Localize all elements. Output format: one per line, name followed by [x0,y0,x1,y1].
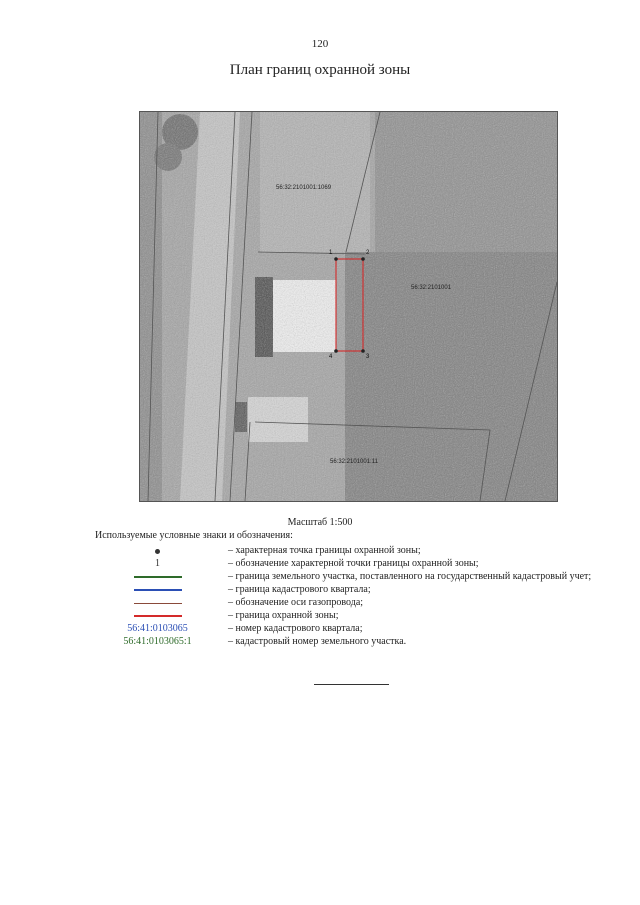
legend-description: – обозначение оси газопровода; [228,597,364,608]
legend-title: Используемые условные знаки и обозначения: [95,530,293,541]
boundary-point [334,349,338,353]
boundary-point [361,349,365,353]
parcel-south-label: 56:32:2101001:11 [330,459,378,465]
parcel-north-label: 56:32:2101001:1069 [276,185,332,191]
legend-row-parcel-boundary [95,571,605,583]
end-divider [314,684,389,685]
legend-description: – граница кадастрового квартала; [228,584,371,595]
map-texture [140,112,557,501]
map-svg [140,112,557,501]
map-scale: Масштаб 1:500 [287,517,353,528]
legend-row-protected-zone [95,610,605,622]
legend-symbol-text: 56:41:0103065 [127,623,188,634]
boundary-point [334,257,338,261]
legend-description: – кадастровый номер земельного участка. [228,636,407,647]
point-label-1: 1 [329,250,333,256]
point-label-3: 3 [366,354,370,360]
blue-line-icon [134,589,182,591]
legend-description: – обозначение характерной точки границы охранной зоны; [228,558,479,569]
page-title: План границ охранной зоны [229,62,411,78]
red-line-icon [134,615,182,617]
brown-line-icon [134,603,182,604]
map-image [139,111,558,502]
boundary-point [361,257,365,261]
legend-row-point-label [95,558,605,570]
legend-symbol-text: 56:41:0103065:1 [123,636,192,647]
legend-description: – граница охранной зоны; [228,610,339,621]
legend-row-parcel-number [95,636,605,648]
legend [95,545,605,649]
point-label-2: 2 [366,250,370,256]
legend-description: – номер кадастрового квартала; [228,623,363,634]
legend-description: – характерная точка границы охранной зоны; [228,545,421,556]
quarter-label: 56:32:2101001 [411,285,452,291]
legend-row-quarter-number [95,623,605,635]
legend-description: – граница земельного участка, поставленного на государственный кадастровый учет; [228,571,592,582]
dot-icon [155,549,160,554]
page-number: 120 [311,38,329,50]
green-line-icon [134,576,182,578]
legend-symbol-text: 1 [155,558,160,569]
legend-row-gas-pipeline [95,597,605,609]
legend-row-point [95,545,605,557]
point-label-4: 4 [329,354,333,360]
legend-row-quarter-boundary [95,584,605,596]
